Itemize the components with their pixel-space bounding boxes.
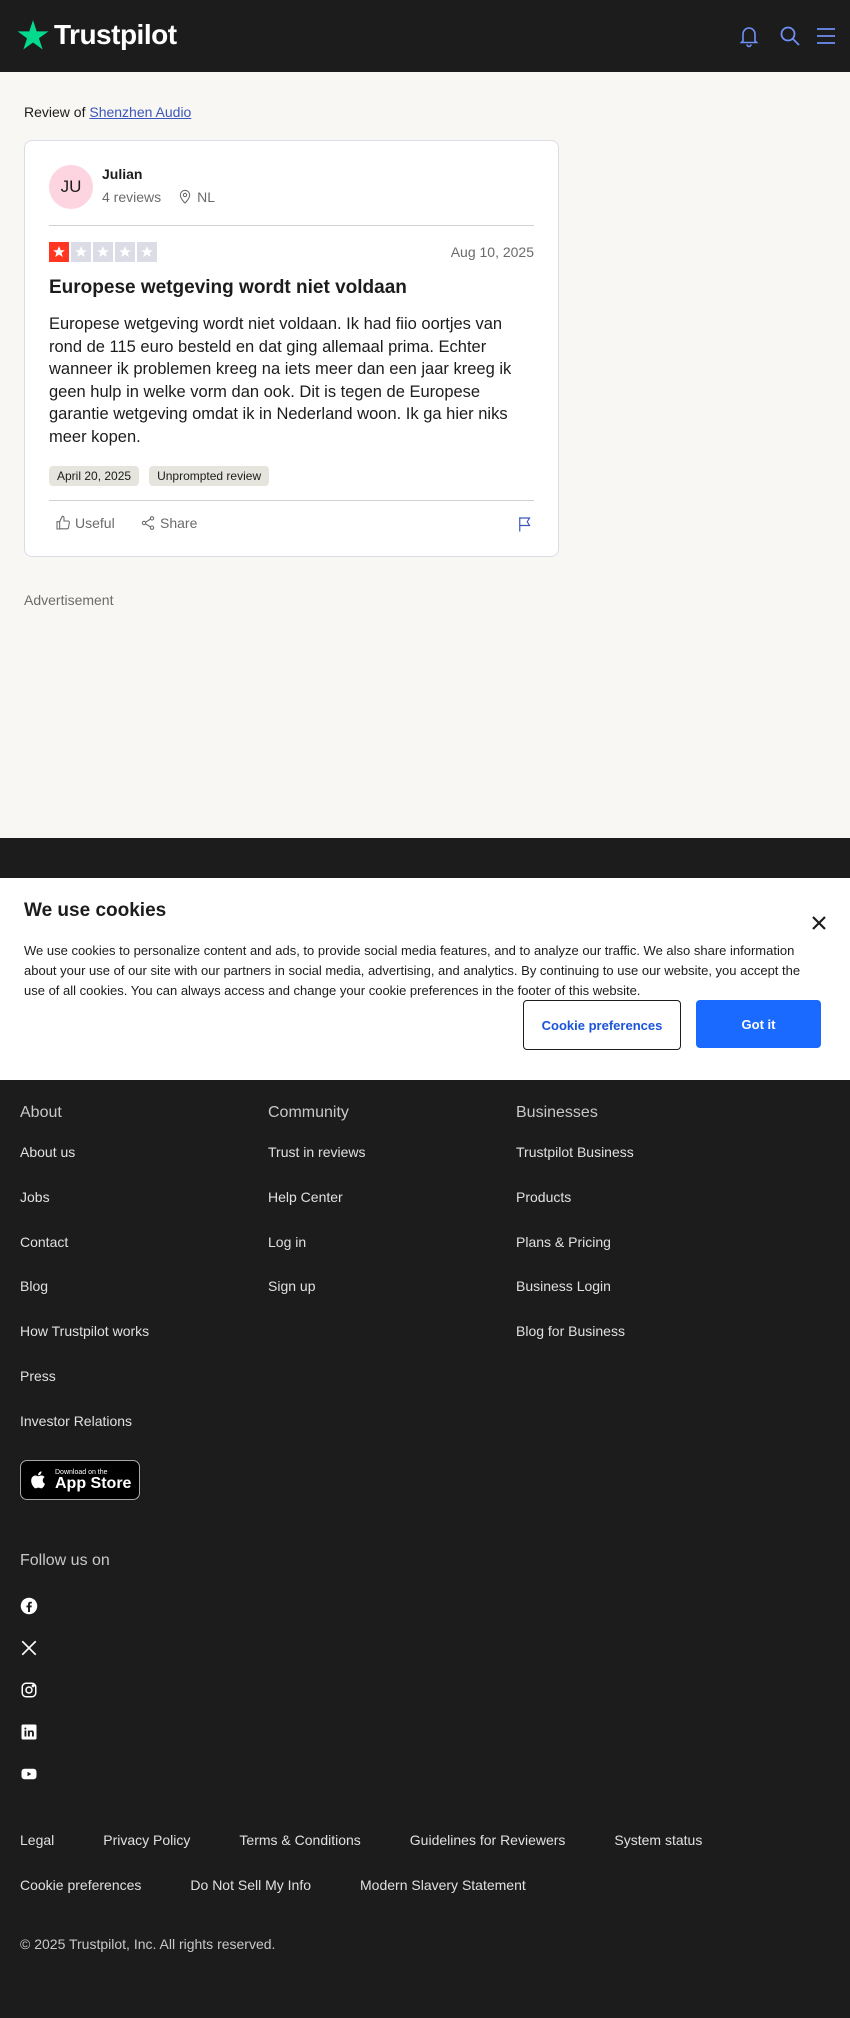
author-name[interactable]: Julian: [102, 166, 143, 182]
avatar[interactable]: JU: [49, 165, 93, 209]
youtube-icon[interactable]: [20, 1765, 38, 1783]
site-header: [0, 0, 850, 72]
flag-icon[interactable]: [516, 515, 534, 533]
legal-link[interactable]: Do Not Sell My Info: [190, 1877, 312, 1893]
cookie-text: We use cookies to personalize content and ads, to provide social media features, and to analyze our traffic. We also share information about your use of our site with our partners in social media, advertising, and analytics. By continuing to use our website, you accept the use of all cookies. You can always access and change your cookie preferences in the footer of this website.: [24, 943, 801, 998]
trustpilot-logo[interactable]: [16, 18, 177, 52]
legal-link[interactable]: Guidelines for Reviewers: [409, 1832, 566, 1848]
share-button[interactable]: [140, 515, 197, 531]
star-rating: [49, 242, 157, 262]
footer-link[interactable]: Plans & Pricing: [516, 1233, 611, 1250]
star-empty-icon: [137, 242, 157, 262]
advertisement-label: Advertisement: [24, 592, 114, 608]
cookie-banner: [0, 878, 850, 1080]
cookie-preferences-button[interactable]: Cookie preferences: [523, 1000, 681, 1050]
search-icon[interactable]: [778, 24, 802, 48]
footer-link[interactable]: Help Center: [268, 1188, 343, 1205]
unprompted-badge[interactable]: Unprompted review: [149, 466, 269, 486]
legal-links: [20, 1832, 702, 1848]
thumbs-up-icon: [55, 515, 71, 531]
footer-link[interactable]: About us: [20, 1144, 76, 1160]
review-count: 4 reviews: [102, 189, 162, 205]
cookie-title: We use cookies: [24, 900, 167, 921]
footer-link[interactable]: Sign up: [268, 1278, 316, 1295]
footer-community: [268, 1104, 366, 1323]
author-meta: [102, 189, 215, 205]
location-pin-icon: [177, 189, 193, 205]
footer-heading: Businesses: [516, 1104, 598, 1121]
footer-link[interactable]: Press: [20, 1367, 56, 1384]
legal-link[interactable]: Legal: [20, 1832, 55, 1848]
logo-text: Trustpilot: [54, 19, 177, 50]
footer-heading: About: [20, 1104, 62, 1121]
footer-link[interactable]: Blog: [20, 1278, 49, 1295]
star-logo-icon: [16, 18, 50, 52]
footer-link[interactable]: Trust in reviews: [268, 1144, 366, 1160]
facebook-icon[interactable]: [20, 1597, 38, 1615]
main-content: [0, 72, 850, 838]
review-of-prefix: Review of: [24, 104, 86, 120]
star-filled-icon: [49, 242, 69, 262]
experience-date-badge: April 20, 2025: [49, 466, 139, 486]
review-tags: [49, 466, 269, 486]
app-store-big: App Store: [55, 1474, 132, 1492]
legal-link[interactable]: Cookie preferences: [20, 1877, 142, 1893]
legal-link[interactable]: Modern Slavery Statement: [360, 1877, 526, 1893]
menu-icon[interactable]: [814, 24, 838, 48]
review-title[interactable]: Europese wetgeving wordt niet voldaan: [49, 277, 407, 298]
divider: [49, 225, 534, 226]
footer-link[interactable]: Log in: [268, 1233, 307, 1250]
review-date: Aug 10, 2025: [450, 244, 534, 260]
apple-icon: [29, 1469, 49, 1491]
footer-link[interactable]: Investor Relations: [20, 1412, 133, 1429]
footer-link[interactable]: Contact: [20, 1233, 69, 1250]
legal-link[interactable]: Privacy Policy: [103, 1832, 191, 1848]
accept-cookies-button[interactable]: Got it: [696, 1000, 821, 1048]
share-icon: [140, 515, 156, 531]
footer-link[interactable]: Products: [516, 1188, 572, 1205]
footer-link[interactable]: Business Login: [516, 1278, 611, 1295]
footer-heading: Community: [268, 1104, 349, 1121]
star-empty-icon: [115, 242, 135, 262]
review-actions: [49, 515, 534, 537]
copyright: © 2025 Trustpilot, Inc. All rights reserved.: [20, 1936, 276, 1952]
footer-link[interactable]: Blog for Business: [516, 1323, 625, 1340]
useful-button[interactable]: [55, 515, 115, 531]
instagram-icon[interactable]: [20, 1681, 38, 1699]
linkedin-icon[interactable]: [20, 1723, 38, 1741]
author-country: NL: [197, 189, 216, 205]
star-empty-icon: [93, 242, 113, 262]
x-icon[interactable]: [20, 1639, 38, 1657]
app-store-small: Download on the: [55, 1468, 108, 1476]
review-context: [24, 104, 191, 120]
business-link[interactable]: Shenzhen Audio: [89, 104, 192, 120]
legal-link[interactable]: Terms & Conditions: [239, 1832, 361, 1848]
app-store-badge[interactable]: [20, 1460, 140, 1500]
footer-about: [20, 1104, 149, 1458]
divider: [49, 500, 534, 501]
bell-icon[interactable]: [737, 24, 761, 48]
useful-label: Useful: [75, 515, 115, 531]
review-card: [24, 140, 559, 557]
follow-us-label: Follow us on: [20, 1552, 110, 1569]
footer-businesses: [516, 1104, 634, 1368]
footer-link[interactable]: Trustpilot Business: [516, 1144, 634, 1160]
legal-link[interactable]: System status: [614, 1832, 703, 1848]
close-icon[interactable]: [812, 916, 826, 930]
star-empty-icon: [71, 242, 91, 262]
footer-link[interactable]: How Trustpilot works: [20, 1323, 150, 1340]
footer-link[interactable]: Jobs: [20, 1188, 50, 1205]
legal-links-secondary: [20, 1877, 526, 1893]
site-footer: [0, 1080, 850, 2018]
review-body: Europese wetgeving wordt niet voldaan. Ik had fiio oortjes van rond de 115 euro besteld en dat ging allemaal prima. Echter wanneer ik problemen kreeg na iets meer dan een jaar kreeg ik geen hulp in welke vorm dan ook. Dit is tegen de Europese garantie wetgeving omdat ik in Nederland woon. Ik ga hier niks meer kopen.: [49, 315, 512, 446]
share-label: Share: [160, 515, 198, 531]
